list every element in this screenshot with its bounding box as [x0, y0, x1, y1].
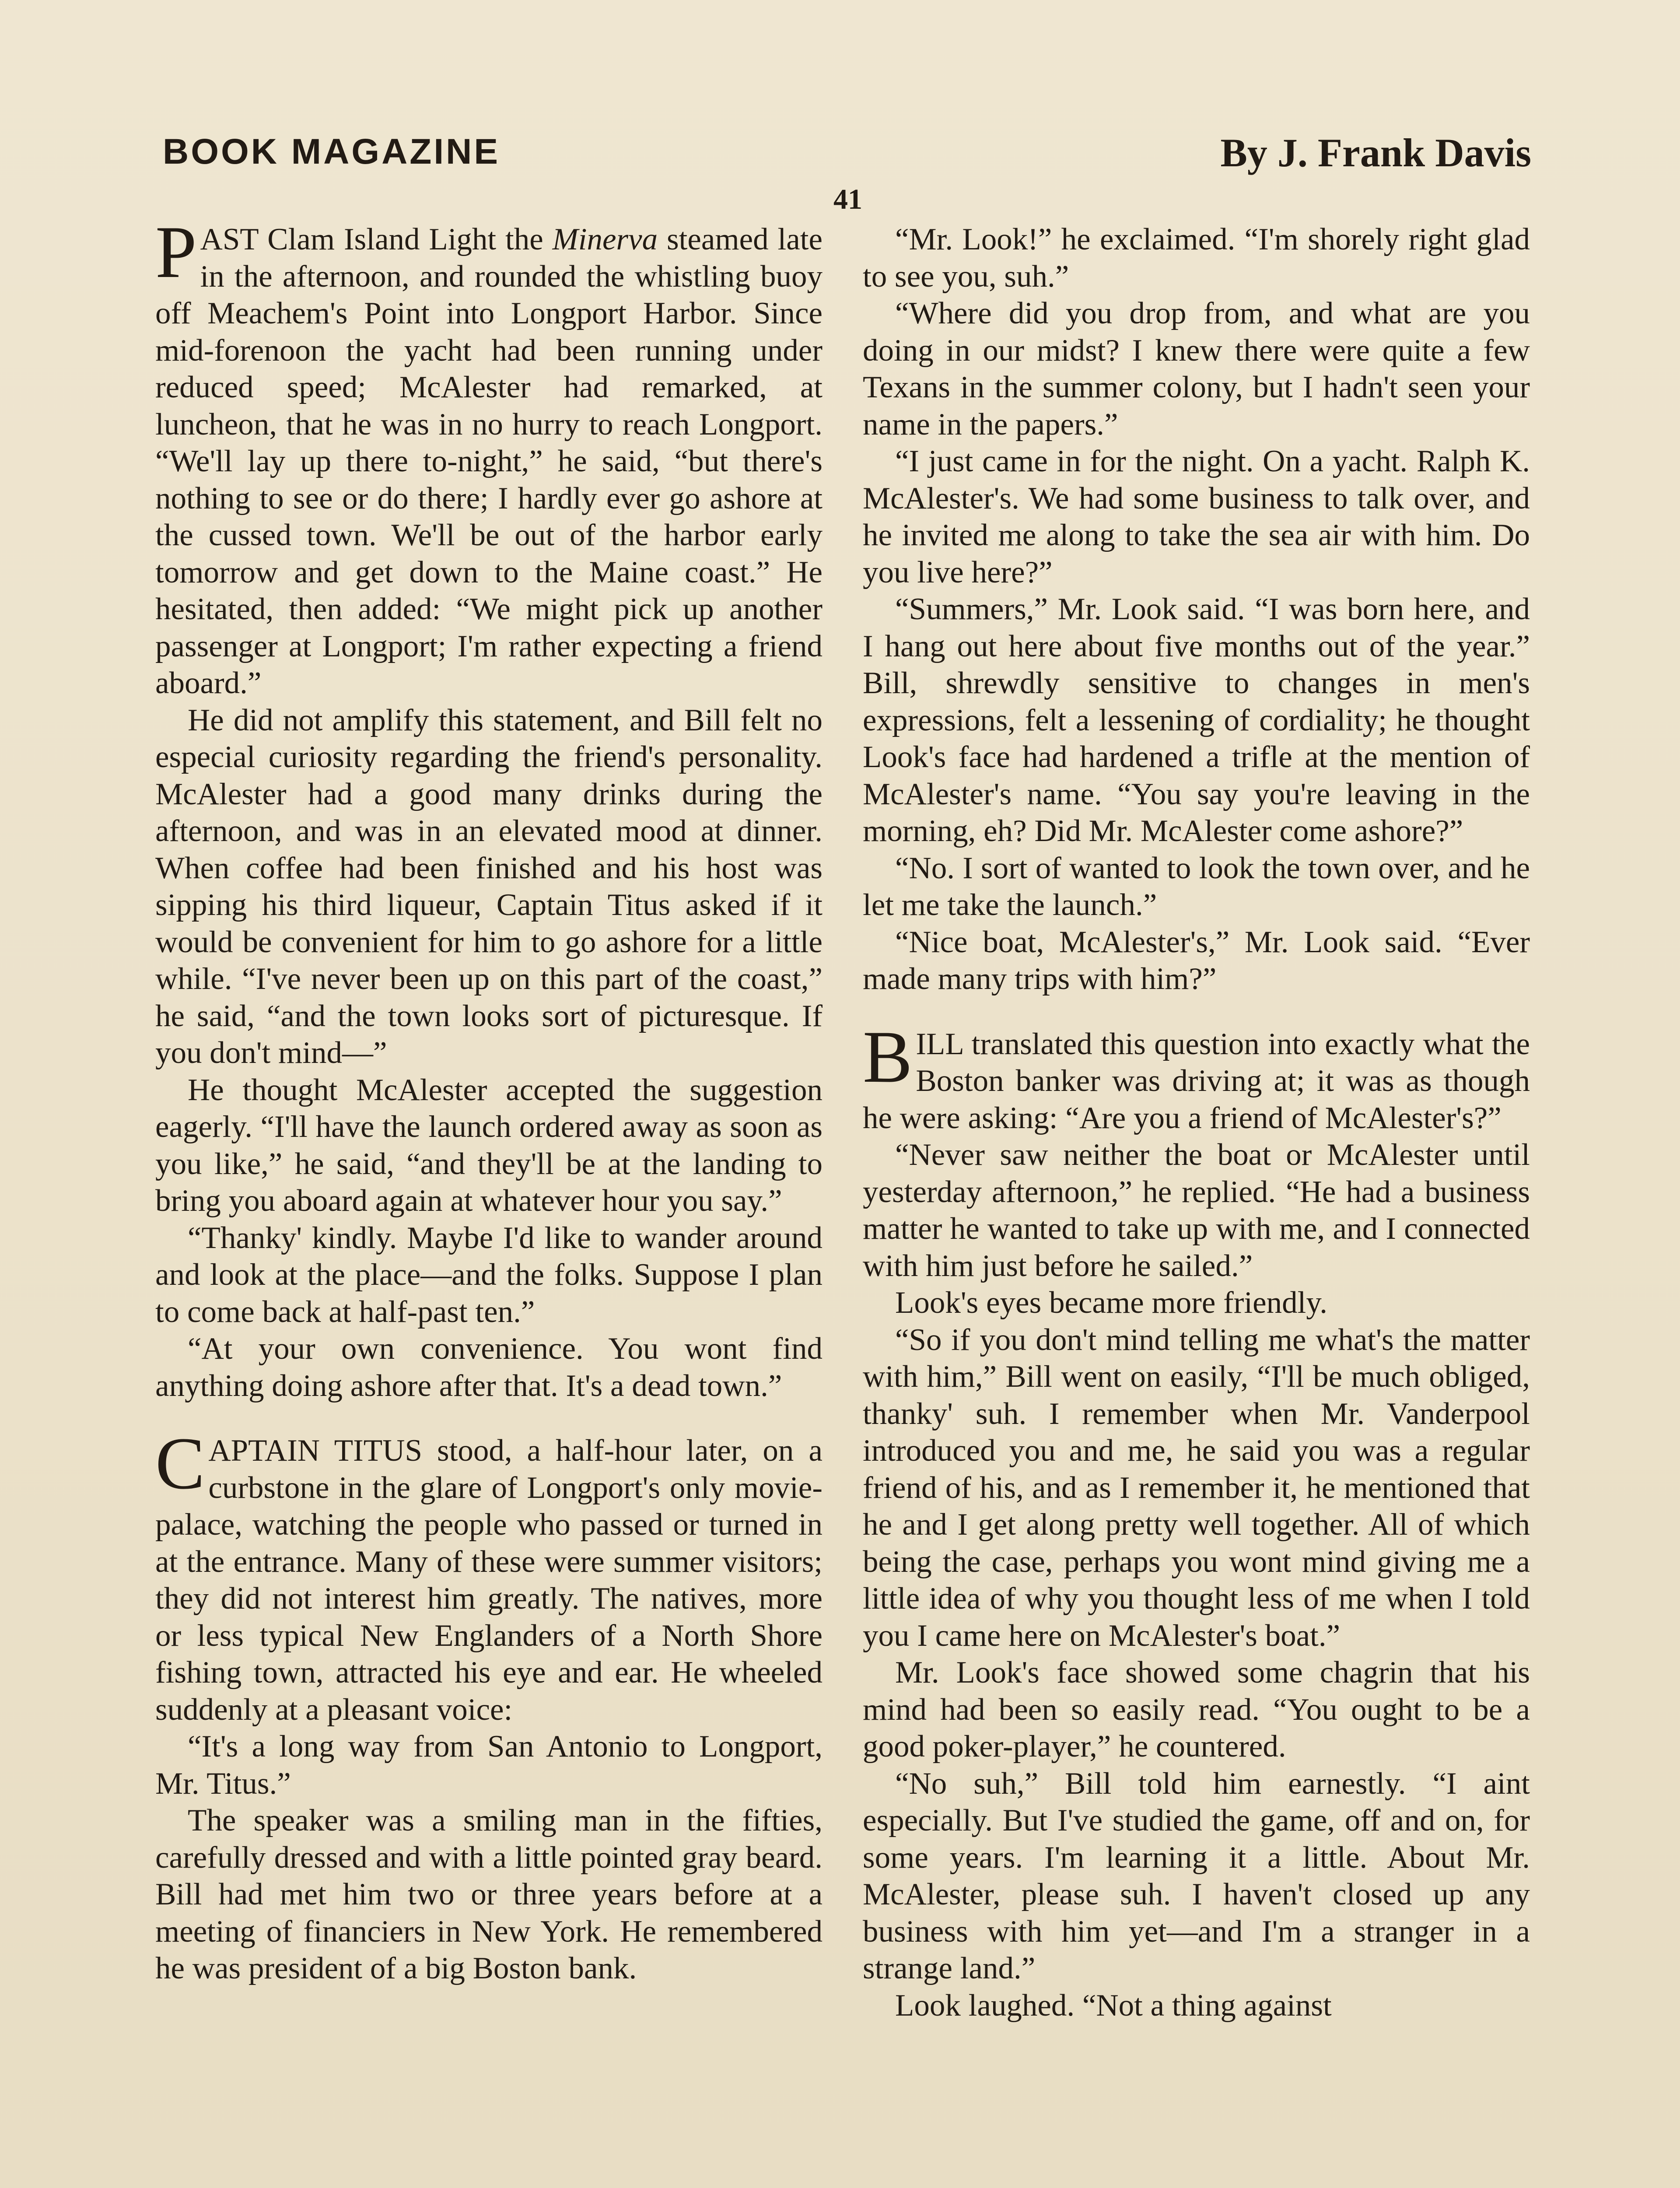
paragraph: “Thanky' kindly. Maybe I'd like to wander around and look at the place—and the folks. Suppose I plan to come back at half-past ten.”: [155, 1220, 822, 1329]
drop-cap: B: [863, 1015, 913, 1098]
paragraph: BILL translated this question into exactly what the Boston banker was driving at; it was as though he were asking: “Are you a friend of McAlester's?”: [863, 1015, 1530, 1135]
right-column: [863, 221, 1530, 2024]
left-column: [155, 211, 822, 1987]
drop-cap: P: [155, 211, 197, 293]
paragraph: “No suh,” Bill told him earnestly. “I aint especially. But I've studied the game, off and on, for some years. I'm learning it a little. About Mr. McAlester, please suh. I haven't closed up any business with him yet—and I'm a stranger in a strange land.”: [863, 1766, 1530, 1985]
paragraph: The speaker was a smiling man in the fifties, carefully dressed and with a little pointed gray beard. Bill had met him two or three years before at a meeting of financiers in New York. He remembered he was president of a big Boston bank.: [155, 1803, 822, 1985]
paragraph: Look laughed. “Not a thing against: [895, 1988, 1332, 2023]
paragraph: PAST Clam Island Light the Minerva steamed late in the afternoon, and rounded the whistling buoy off Meachem's Point into Longport Harbor. Since mid-forenoon the yacht had been running under reduced speed; McAlester had remarked, at luncheon, that he was in no hurry to reach Longport. “We'll lay up there to-night,” he said, “but there's nothing to see or do there; I hardly ever go ashore at the cussed town. We'll be out of the harbor early tomorrow and get down to the Maine coast.” He hesitated, then added: “We might pick up another passenger at Longport; I'm rather expecting a friend aboard.”: [155, 211, 822, 700]
author-byline: By J. Frank Davis: [1220, 130, 1531, 175]
paragraph: “So if you don't mind telling me what's the matter with him,” Bill went on easily, “I'll be much obliged, thanky' suh. I remember when Mr. Vanderpool introduced you and me, he said you was a regular friend of his, and as I remember it, he mentioned that he and I get along pretty well together. All of which being the case, perhaps you wont mind giving me a little idea of why you thought less of me when I told you I came here on McAlester's boat.”: [863, 1322, 1530, 1653]
page-number: 41: [833, 183, 862, 215]
paragraph: CAPTAIN TITUS stood, a half-hour later, on a curbstone in the glare of Longport's only movie-palace, watching the people who passed or turned in at the entrance. Many of these were summer visitors; they did not interest him greatly. The natives, more or less typical New Englanders of a North Shore fishing town, attracted his eye and ear. He wheeled suddenly at a pleasant voice:: [155, 1422, 822, 1727]
drop-cap: C: [155, 1422, 205, 1504]
paragraph: He thought McAlester accepted the suggestion eagerly. “I'll have the launch ordered away as soon as you like,” he said, “and they'll be at the landing to bring you aboard again at whatever hour you say.”: [155, 1073, 822, 1218]
paragraph: “Never saw neither the boat or McAlester until yesterday afternoon,” he replied. “He had a business matter he wanted to take up with me, and I connected with him just before he sailed.”: [863, 1138, 1530, 1283]
paragraph: “At your own convenience. You wont find anything doing ashore after that. It's a dead town.”: [155, 1332, 822, 1403]
paragraph: “Nice boat, McAlester's,” Mr. Look said. “Ever made many trips with him?”: [863, 925, 1530, 996]
paragraph: “No. I sort of wanted to look the town over, and he let me take the launch.”: [863, 851, 1530, 922]
paragraph: Mr. Look's face showed some chagrin that his mind had been so easily read. “You ought to be a good poker-player,” he countered.: [863, 1655, 1530, 1764]
ship-name: Minerva: [552, 222, 658, 256]
magazine-title: BOOK MAGAZINE: [163, 132, 500, 172]
paragraph: “Summers,” Mr. Look said. “I was born here, and I hang out here about five months out of the year.” Bill, shrewdly sensitive to changes in men's expressions, felt a lessening of cordiality; he thought Look's face had hardened a trifle at the mention of McAlester's name. “You say you're leaving in the morning, eh? Did Mr. McAlester come ashore?”: [863, 592, 1530, 848]
paragraph: “It's a long way from San Antonio to Longport, Mr. Titus.”: [155, 1729, 822, 1801]
paragraph: “I just came in for the night. On a yacht. Ralph K. McAlester's. We had some business to talk over, and he invited me along to take the sea air with him. Do you live here?”: [863, 444, 1530, 589]
paragraph: Look's eyes became more friendly.: [895, 1286, 1328, 1320]
paragraph: “Where did you drop from, and what are you doing in our midst? I knew there were quite a few Texans in the summer colony, but I hadn't seen your name in the papers.”: [863, 296, 1530, 442]
paragraph: He did not amplify this statement, and Bill felt no especial curiosity regarding the friend's personality. McAlester had a good many drinks during the afternoon, and was in an elevated mood at dinner. When coffee had been finished and his host was sipping his third liqueur, Captain Titus asked if it would be convenient for him to go ashore for a little while. “I've never been up on this part of the coast,” he said, “and the town looks sort of picturesque. If you don't mind—”: [155, 703, 822, 1070]
paragraph: “Mr. Look!” he exclaimed. “I'm shorely right glad to see you, suh.”: [863, 222, 1530, 294]
